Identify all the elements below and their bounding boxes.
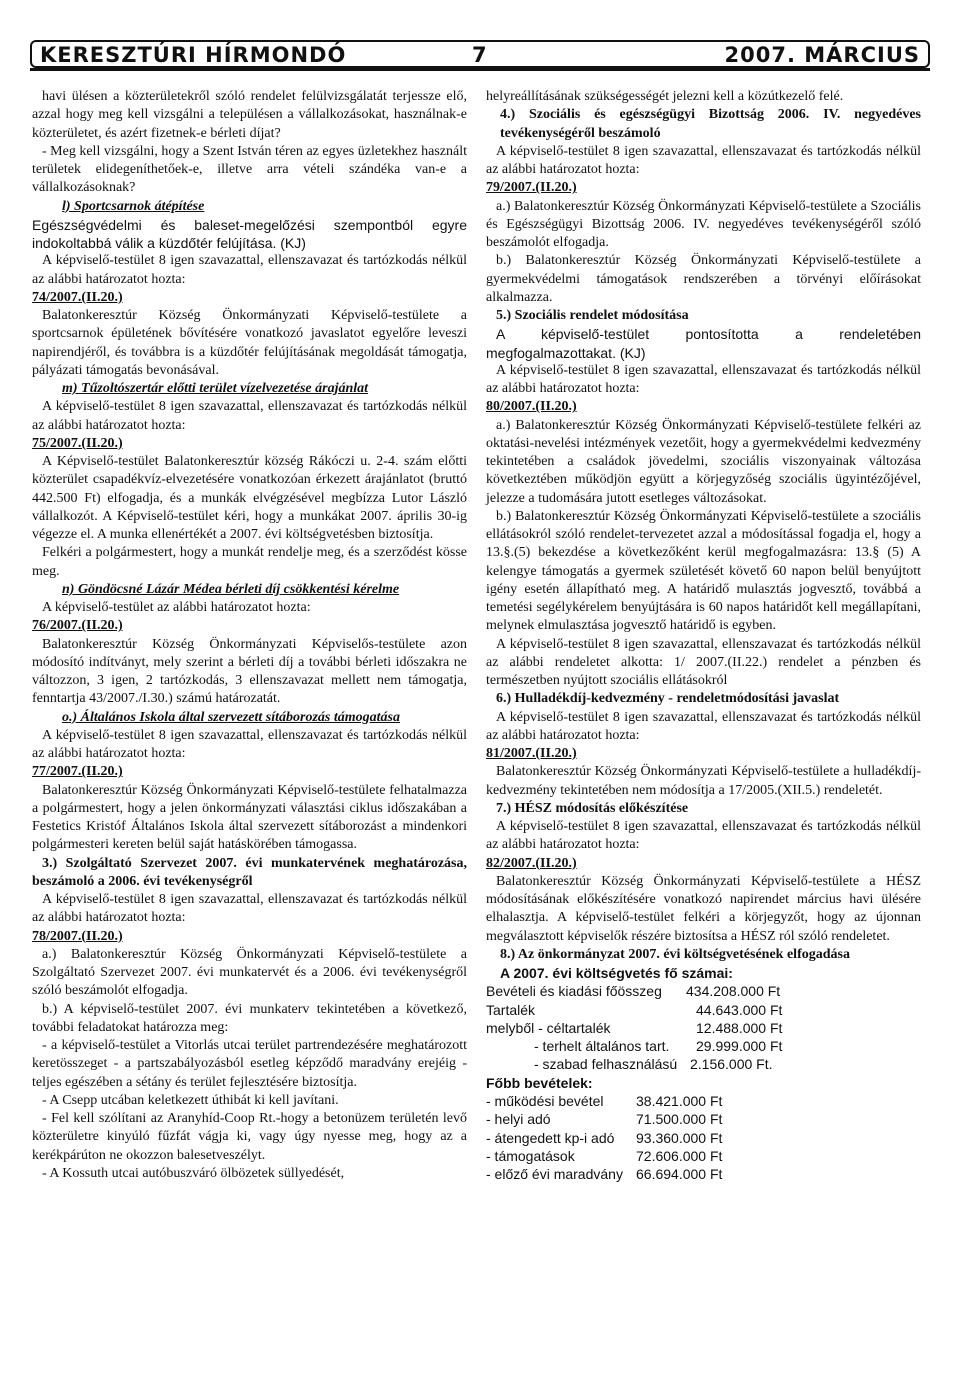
resolution-number: 75/2007.(II.20.) <box>32 435 123 451</box>
income-value: 93.360.000 Ft <box>636 1129 723 1146</box>
paragraph: Balatonkeresztúr Község Önkormányzati Képviselős-testülete azon módosító indítványt, mely szerint a bérleti díj a további bérleti időszakra ne változzon, 3 igen, 2 tartózkodás, 3 ellenszavazat mellett nem támogatja, fenntartja 43/2007./I.30.) számú határozatát. <box>32 636 467 707</box>
paragraph: a.) Balatonkeresztúr Község Önkormányzati Képviselő-testülete a Szolgáltató Szervezet 2007. évi munkatervét és a 2006. évi tevékenységről szóló beszámolót elfogadja. <box>32 946 467 999</box>
income-row <box>486 1110 921 1128</box>
income-value: 66.694.000 Ft <box>636 1166 723 1183</box>
income-row <box>486 1129 921 1147</box>
section-heading: 7.) HÉSZ módosítás előkészítése <box>496 800 689 816</box>
paragraph: a.) Balatonkeresztúr Község Önkormányzati Képviselő-testülete a Szociális és Egészségügyi Bizottság 2006. IV. negyedéves tevékenységéről szóló beszámolót elfogadja. <box>486 198 921 250</box>
resolution-number: 77/2007.(II.20.) <box>32 764 123 780</box>
resolution-number: 74/2007.(II.20.) <box>32 289 123 305</box>
resolution-number: 81/2007.(II.20.) <box>486 746 577 761</box>
section-heading: o.) Általános Iskola által szervezett sítáborozás támogatása <box>62 709 400 725</box>
newspaper-title: KERESZTÚRI HÍRMONDÓ <box>40 43 347 67</box>
header-rule <box>30 68 930 71</box>
paragraph: A képviselő-testület 8 igen szavazattal, ellenszavazat és tartózkodás nélkül az alábbi rendeletet alkotta: 1/ 2007.(II.22.) rendelet a pénzben és természetben nyújtott szociális ellátásokról <box>486 636 921 688</box>
paragraph: - a képviselő-testület a Vitorlás utcai terület partrendezésére meghatározott keretösszeget - a partszabályozásból esetleg képződő maradvány erejéig - teljes egészében a sétány és terület fejlesztésére biztosítja. <box>32 1038 467 1090</box>
income-row <box>486 1092 921 1110</box>
budget-row <box>486 1037 921 1055</box>
paragraph: Egészségvédelmi és baleset-megelőzési szempontból egyre indokoltabbá válik a küzdőtér felújítása. (KJ) <box>32 216 467 251</box>
budget-row <box>486 982 921 1000</box>
paragraph: A képviselő-testület 8 igen szavazattal, ellenszavazat és tartózkodás nélkül az alábbi határozatot hozta: <box>486 709 921 743</box>
paragraph: Balatonkeresztúr Község Önkormányzati Képviselő-testülete a sportcsarnok épületének bővítésére vonatkozó javaslatot egyelőre leveszi napirendjéről, és továbbra is a küzdőtér felújításának megoldását támogatja, pályázati támogatás bevonásával. <box>32 308 467 378</box>
income-value: 72.606.000 Ft <box>636 1147 723 1164</box>
budget-label: - szabad felhasználású <box>534 1056 678 1073</box>
budget-value: 12.488.000 Ft <box>696 1019 783 1036</box>
paragraph: havi ülésen a közterületekről szóló rendelet felülvizsgálatát terjessze elő, azzal hogy meg kell vizsgálni a településen a vállalkozásokat, használnak-e közterületet, és azért fizetnek-e bérleti díjat? <box>32 89 467 141</box>
income-row <box>486 1147 921 1165</box>
paragraph: A képviselő-testület pontosította a rendeletében <box>496 326 921 343</box>
resolution-number: 82/2007.(II.20.) <box>486 855 577 871</box>
budget-value: 434.208.000 Ft <box>686 983 781 1000</box>
paragraph: - Fel kell szólítani az Aranyhíd-Coop Rt.-hogy a betonüzem területén levő közterületre kinyúló fűzfát vágja ki, vagy úgy nyesse meg, hogy az a kerékpárúton ne okozzon balesetveszélyt. <box>32 1111 467 1163</box>
income-label: - működési bevétel <box>486 1092 604 1109</box>
paragraph: - Meg kell vizsgálni, hogy a Szent István téren az egyes üzletekhez használt területek elidegeníthetőek-e, illetve arra vételi szándéka van-e a vállalkozásoknak? <box>32 143 467 196</box>
paragraph: A képviselő-testület 8 igen szavazattal, ellenszavazat és tartózkodás nélkül az alábbi határozatot hozta: <box>486 819 921 853</box>
budget-table <box>486 982 921 1073</box>
income-row <box>486 1165 921 1183</box>
income-value: 71.500.000 Ft <box>636 1111 723 1128</box>
section-heading: l) Sportcsarnok átépítése <box>62 198 205 214</box>
paragraph: A képviselő-testület 8 igen szavazattal, ellenszavazat és tartózkodás nélkül az alábbi határozatot hozta: <box>32 253 467 287</box>
right-column <box>486 88 921 1183</box>
income-value: 38.421.000 Ft <box>636 1092 723 1109</box>
paragraph: - A Kossuth utcai autóbuszváró ölbözetek süllyedését, <box>42 1165 345 1181</box>
paragraph: Balatonkeresztúr Község Önkormányzati Képviselő-testülete a HÉSZ módosításának előkészítésére vonatkozó napirendet március havi ülésére elhalasztja. A képviselő-testület felkéri a körjegyzőt, hogy az újonnan megválasztott képviselők részére biztosítsa a HÉSZ ról szóló rendeletet. <box>486 873 921 944</box>
paragraph: Balatonkeresztúr Község Önkormányzati Képviselő-testülete felhatalmazza a polgármestert, hogy a jelen önkormányzati választási ciklus időszakában a Festetics Kristóf Általános Iskola által szervezett sítáborozást a mindenkori polgármesteri kereten belül saját hatáskörében támogassa. <box>32 782 467 853</box>
income-table <box>486 1092 921 1183</box>
income-label: - előző évi maradvány <box>486 1166 623 1183</box>
paragraph: Balatonkeresztúr Község Önkormányzati Képviselő-testülete a hulladékdíj-kedvezmény tekintetében nem módosítja a 17/2005.(XII.5.) rendeletét. <box>486 764 921 798</box>
page-number: 7 <box>472 43 488 67</box>
section-heading: 8.) Az önkormányzat 2007. évi költségvetésének elfogadása <box>500 946 850 962</box>
paragraph: A képviselő-testület az alábbi határozatot hozta: <box>42 600 311 615</box>
section-heading: 6.) Hulladékdíj-kedvezmény - rendeletmódosítási javaslat <box>496 691 840 707</box>
paragraph: A képviselő-testület 8 igen szavazattal, ellenszavazat és tartózkodás nélkül az alábbi határozatot hozta: <box>32 727 467 761</box>
section-heading: 3.) Szolgáltató Szervezet 2007. évi munkatervének meghatározása, beszámoló a 2006. évi tevékenységről <box>32 855 467 889</box>
paragraph: b.) Balatonkeresztúr Község Önkormányzati Képviselő-testülete a szociális ellátásokról szóló rendelet-tervezetet azzal a módosítással fogadja el, hogy a 13.§.(5) bekezdése a következőként kerül megfogalmazásra: 13.§ (5) A kelengye támogatás a gyermek születését követő 60 napon belül benyújtott igény esetén állapítható meg. A határidő mulasztás jogvesztő, továbbá a temetési segélykérelem benyújtására is 60 napos határidőt kell megállapítani, melynek elmulasztása jogvesztő határidő is egyben. <box>486 508 921 634</box>
budget-title: A 2007. évi költségvetés fő számai: <box>500 965 733 981</box>
income-label: - helyi adó <box>486 1111 551 1128</box>
section-heading: 5.) Szociális rendelet módosítása <box>496 308 689 323</box>
paragraph: A képviselő-testület 8 igen szavazattal, ellenszavazat és tartózkodás nélkül az alábbi határozatot hozta: <box>32 399 467 433</box>
paragraph: Felkéri a polgármestert, hogy a munkát rendelje meg, és a szerződést kösse meg. <box>32 545 467 579</box>
income-title: Főbb bevételek: <box>486 1074 593 1091</box>
budget-value: 29.999.000 Ft <box>696 1038 783 1055</box>
section-heading: n) Göndöcsné Lázár Médea bérleti díj csökkentési kérelme <box>62 581 400 597</box>
budget-row <box>486 1055 921 1073</box>
budget-value: 44.643.000 Ft <box>696 1001 783 1018</box>
paragraph: A képviselő-testület 8 igen szavazattal, ellenszavazat és tartózkodás nélkül az alábbi határozatot hozta: <box>486 362 921 396</box>
paragraph: A képviselő-testület 8 igen szavazattal, ellenszavazat és tartózkodás nélkül az alábbi határozatot hozta: <box>32 892 467 926</box>
paragraph: - A Csepp utcában keletkezett úthibát ki kell javítani. <box>42 1092 339 1108</box>
budget-row <box>486 1019 921 1037</box>
paragraph: a.) Balatonkeresztúr Község Önkormányzati Képviselő-testülete felkéri az oktatási-nevelési intézmények vezetőit, hogy a gyermekvédelmi kedvezmény tekintetében a családok jövedelmi, szociális viszonyainak változása következtében működjön együtt a körjegyzőség szociális ügyintézőjével, jelezze a tudomására jutott esetleges változásokat. <box>486 417 921 506</box>
resolution-number: 79/2007.(II.20.) <box>486 180 577 196</box>
budget-row <box>486 1001 921 1019</box>
resolution-number: 80/2007.(II.20.) <box>486 399 577 415</box>
resolution-number: 76/2007.(II.20.) <box>32 618 123 634</box>
budget-label: - terhelt általános tart. <box>534 1038 670 1055</box>
page-header <box>30 40 930 68</box>
income-label: - átengedett kp-i adó <box>486 1129 615 1146</box>
left-column <box>32 88 467 1183</box>
section-heading: 4.) Szociális és egészségügyi Bizottság 2006. IV. negyedéves tevékenységéről beszámoló <box>500 107 921 141</box>
budget-label: Bevételi és kiadási főösszeg <box>486 983 662 1000</box>
section-heading: m) Tűzoltószertár előtti terület vízelvezetése árajánlat <box>62 381 369 396</box>
budget-label: Tartalék <box>486 1001 536 1018</box>
budget-value: 2.156.000 Ft. <box>690 1056 773 1073</box>
paragraph: helyreállításának szükségességét jelezni kell a közútkezelő felé. <box>486 89 844 104</box>
paragraph: b.) A képviselő-testület 2007. évi munkaterv tekintetében a következő, további feladatokat határozza meg: <box>32 1001 467 1035</box>
paragraph: b.) Balatonkeresztúr Község Önkormányzati Képviselő-testülete a gyermekvédelmi támogatások rendszerében a törvényi előírásokat alkalmazza. <box>486 253 921 305</box>
budget-label: melyből - céltartalék <box>486 1019 611 1036</box>
paragraph: A képviselő-testület 8 igen szavazattal, ellenszavazat és tartózkodás nélkül az alábbi határozatot hozta: <box>486 143 921 177</box>
issue-date: 2007. MÁRCIUS <box>724 43 920 67</box>
paragraph: megfogalmazottakat. (KJ) <box>486 344 646 361</box>
paragraph: A Képviselő-testület Balatonkeresztúr község Rákóczi u. 2-4. szám előtti közterület csapadékvíz-elvezetésére vonatkozóan érkezett árajánlatot (bruttó 442.500 Ft) elfogadja, és a munkák elvégzésével megbízza Lutor László vállalkozót. A Képviselő-testület kéri, hogy a munkákat 2007. április 30-ig végezze el. A munka ellenértékét a 2007. évi költségvetésben biztosítja. <box>32 454 467 542</box>
resolution-number: 78/2007.(II.20.) <box>32 928 123 944</box>
income-label: - támogatások <box>486 1147 575 1164</box>
